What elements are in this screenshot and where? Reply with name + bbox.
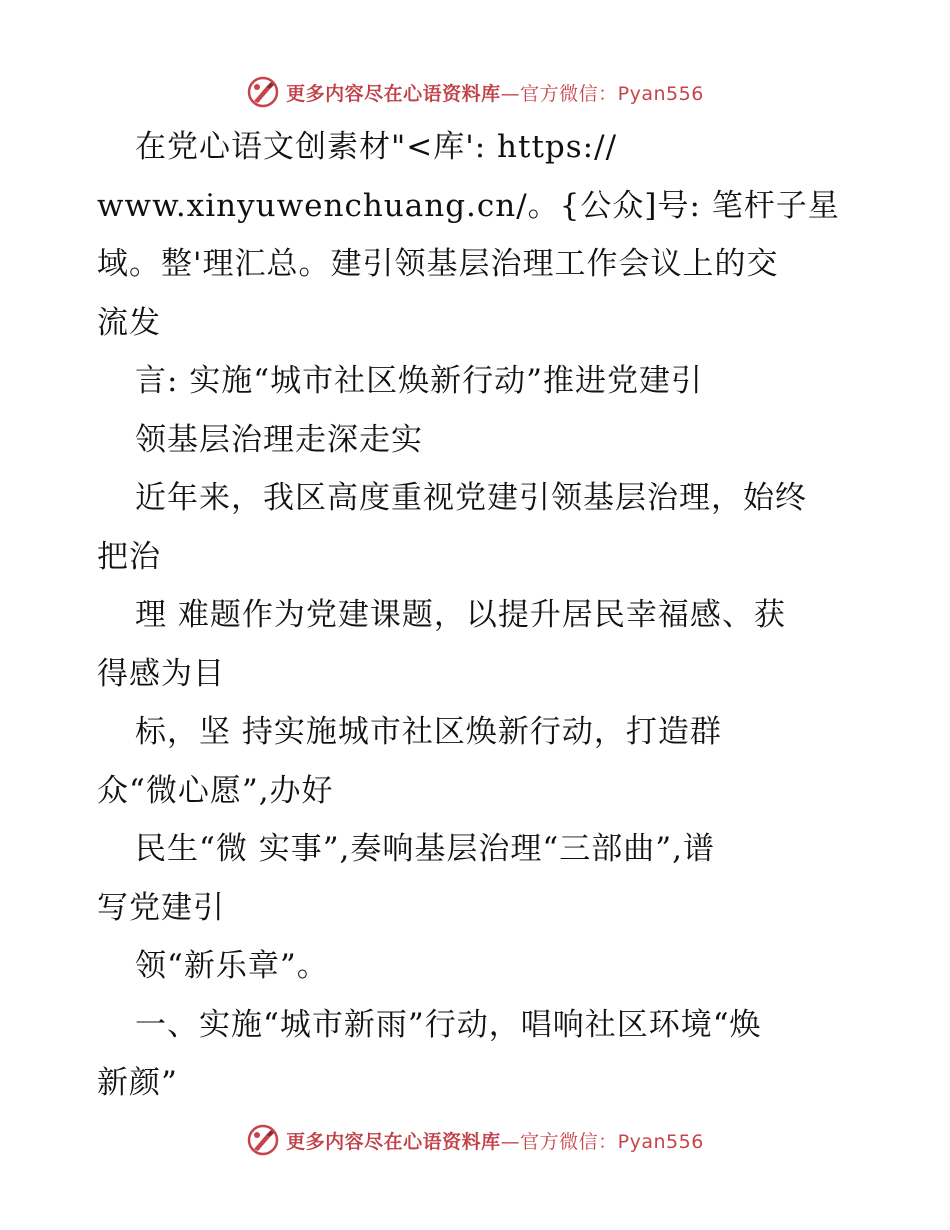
watermark-wechat-text: 官方微信：Pyan556 bbox=[520, 82, 704, 105]
text-line: 理 难题作为党建课题，以提升居民幸福感、获 bbox=[135, 597, 786, 633]
header-watermark-banner bbox=[0, 70, 950, 114]
text-line: 域。整'理汇总。建引领基层治理工作会议上的交 bbox=[97, 246, 779, 282]
pen-logo-icon bbox=[246, 75, 280, 109]
text-line: 众“微心愿”,办好 bbox=[97, 772, 334, 809]
footer-watermark-banner bbox=[0, 1118, 950, 1162]
text-line: 得感为目 bbox=[97, 655, 225, 692]
watermark-text bbox=[286, 1127, 704, 1154]
text-line: 在党心语文创素材"<库': https:// bbox=[135, 129, 618, 165]
document-body bbox=[97, 118, 867, 1113]
text-line: 把治 bbox=[97, 538, 161, 575]
text-line: 标，坚 持实施城市社区焕新行动，打造群 bbox=[135, 714, 722, 750]
watermark-wechat-text: 官方微信：Pyan556 bbox=[520, 1130, 704, 1153]
text-line: 新颜” bbox=[97, 1065, 178, 1101]
watermark-text bbox=[286, 79, 704, 106]
text-line: 民生“微 实事”,奏响基层治理“三部曲”,谱 bbox=[135, 831, 715, 867]
text-line: 近年来，我区高度重视党建引领基层治理，始终 bbox=[135, 480, 807, 516]
watermark-main-text: 更多内容尽在心语资料库 bbox=[286, 1130, 501, 1153]
text-line: www.xinyuwenchuang.cn/。{公众]号: 笔杆子星 bbox=[97, 187, 840, 224]
text-line: 言: 实施“城市社区焕新行动”推进党建引 bbox=[135, 363, 703, 399]
text-line: 领“新乐章”。 bbox=[135, 948, 329, 984]
watermark-dash: — bbox=[500, 1130, 521, 1153]
text-line: 写党建引 bbox=[97, 889, 225, 926]
pen-logo-icon bbox=[246, 1123, 280, 1157]
watermark-dash: — bbox=[500, 82, 521, 105]
text-line: 一、实施“城市新雨”行动，唱响社区环境“焕 bbox=[135, 1006, 762, 1043]
watermark-main-text: 更多内容尽在心语资料库 bbox=[286, 82, 501, 105]
text-line: 流发 bbox=[97, 304, 161, 341]
text-line: 领基层治理走深走实 bbox=[135, 421, 423, 458]
